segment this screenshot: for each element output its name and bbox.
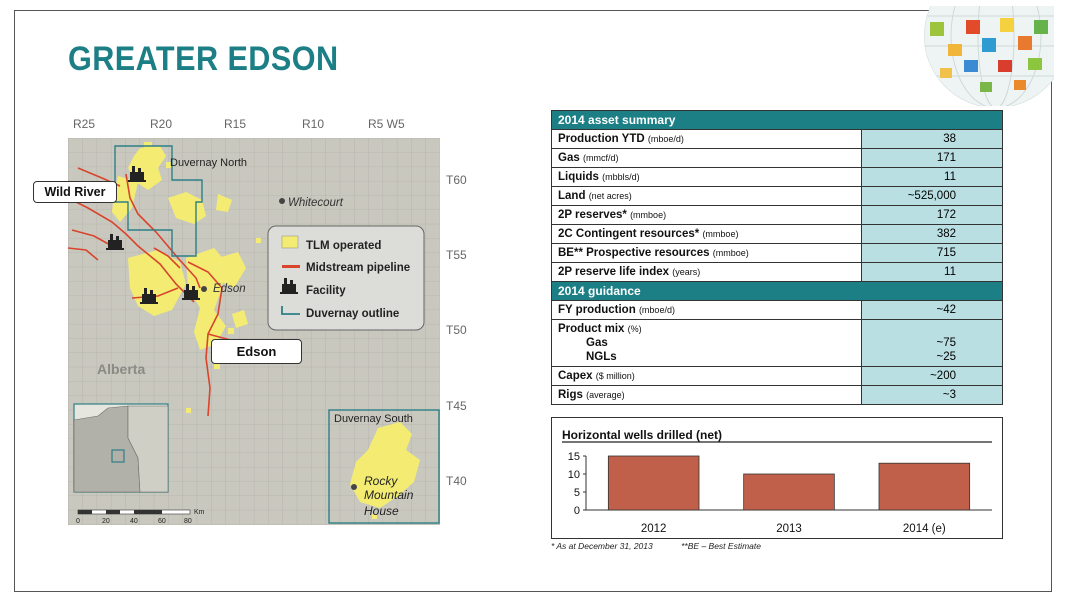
legend-label: Duvernay outline — [306, 308, 400, 320]
row-label: Production YTD — [558, 133, 645, 145]
alberta-label: Alberta — [97, 361, 146, 377]
row-value: ~525,000 — [862, 187, 1003, 206]
row-value: ~42 — [862, 301, 1003, 320]
row-label: Capex — [558, 370, 593, 382]
scale-tick: 20 — [102, 518, 110, 525]
row-unit: (mmcf/d) — [582, 153, 619, 163]
row-unit: (mbbls/d) — [602, 172, 640, 182]
table-row — [552, 130, 1003, 149]
rocky-mountain-house-label: Mountain — [364, 488, 414, 502]
scale-unit: Km — [194, 509, 205, 516]
row-unit: (mboe/d) — [638, 305, 675, 315]
wells-bar-chart — [552, 418, 1002, 538]
inset-locator-map — [74, 404, 168, 492]
mix-gas-label: Gas — [586, 337, 608, 349]
greater-edson-map — [68, 138, 440, 525]
mix-ngl-label: NGLs — [586, 351, 617, 363]
table-row — [552, 244, 1003, 263]
mix-ngl-value: ~25 — [936, 351, 956, 363]
y-tick-label: 10 — [567, 469, 580, 481]
table-row — [552, 301, 1003, 320]
row-value: 382 — [862, 225, 1003, 244]
map-legend — [268, 226, 424, 330]
whitecourt-dot — [279, 198, 285, 204]
table-row — [552, 149, 1003, 168]
range-label: R20 — [150, 117, 173, 131]
page-title: GREATER EDSON — [68, 40, 339, 78]
legend-label: Midstream pipeline — [306, 262, 411, 274]
whitecourt-label: Whitecourt — [288, 197, 343, 209]
row-label: Gas — [558, 152, 580, 164]
row-value: 38 — [862, 130, 1003, 149]
table-row — [552, 206, 1003, 225]
table-row — [552, 367, 1003, 386]
row-label: 2C Contingent resources* — [558, 228, 700, 240]
row-label: Product mix — [558, 323, 625, 335]
row-label: FY production — [558, 304, 636, 316]
row-label: 2P reserve life index — [558, 266, 670, 278]
edson-callout — [211, 339, 302, 364]
row-unit: (%) — [627, 324, 642, 334]
edson-dot — [201, 286, 207, 292]
table-row — [552, 187, 1003, 206]
duvernay-north-label: Duvernay North — [170, 157, 248, 169]
row-value: 715 — [862, 244, 1003, 263]
table-row — [552, 225, 1003, 244]
footnote-be: **BE – Best Estimate — [681, 541, 761, 551]
row-value: ~200 — [862, 367, 1003, 386]
range-label: R25 — [73, 117, 96, 131]
row-unit: ($ million) — [595, 371, 635, 381]
row-unit: (mboe/d) — [647, 134, 684, 144]
row-unit: (mmboe) — [712, 248, 749, 258]
row-label: Land — [558, 190, 586, 202]
scale-tick: 0 — [76, 518, 80, 525]
footnote-asat: * As at December 31, 2013 — [551, 541, 653, 551]
table-header: 2014 guidance — [552, 282, 1003, 301]
y-tick-label: 15 — [567, 451, 580, 463]
globe-logo-icon — [918, 6, 1054, 106]
bar — [879, 463, 970, 510]
row-value: 171 — [862, 149, 1003, 168]
wells-chart-panel — [551, 417, 1003, 539]
x-tick-label: 2013 — [776, 523, 802, 535]
rocky-mountain-house-label: House — [364, 504, 399, 518]
legend-label: TLM operated — [306, 240, 382, 252]
row-value: ~3 — [862, 386, 1003, 405]
edson-town-label: Edson — [213, 283, 246, 295]
range-label: R10 — [302, 117, 325, 131]
row-value: 11 — [862, 168, 1003, 187]
wild-river-label: Wild River — [44, 185, 106, 199]
township-label: T50 — [446, 323, 467, 337]
edson-callout-label: Edson — [236, 344, 277, 359]
township-label: T45 — [446, 399, 467, 413]
township-label: T55 — [446, 248, 467, 262]
table-row — [552, 320, 1003, 367]
chart-title: Horizontal wells drilled (net) — [562, 428, 723, 442]
row-label: Rigs — [558, 389, 583, 401]
row-label: 2P reserves* — [558, 209, 627, 221]
y-tick-label: 0 — [573, 505, 580, 517]
mix-gas-value: ~75 — [936, 337, 956, 349]
bar — [744, 474, 835, 510]
rocky-mountain-house-dot — [351, 484, 357, 490]
legend-label: Facility — [306, 285, 346, 297]
row-unit: (mmboe) — [702, 229, 739, 239]
bar — [608, 456, 699, 510]
asset-summary-table — [551, 110, 1003, 405]
row-unit: (years) — [672, 267, 701, 277]
duvernay-south-label: Duvernay South — [334, 413, 413, 425]
x-tick-label: 2014 (e) — [902, 523, 946, 535]
rocky-mountain-house-label: Rocky — [364, 474, 398, 488]
range-label: R15 — [224, 117, 247, 131]
table-row — [552, 386, 1003, 405]
township-label: T40 — [446, 474, 467, 488]
scale-tick: 60 — [158, 518, 166, 525]
row-value: 11 — [862, 263, 1003, 282]
footnotes — [551, 541, 787, 551]
row-value: 172 — [862, 206, 1003, 225]
range-label: R5 W5 — [368, 117, 405, 131]
table-header: 2014 asset summary — [552, 111, 1003, 130]
row-label: Liquids — [558, 171, 599, 183]
scale-tick: 80 — [184, 518, 192, 525]
township-label: T60 — [446, 173, 467, 187]
y-tick-label: 5 — [573, 487, 580, 499]
row-unit: (mmboe) — [630, 210, 667, 220]
table-row — [552, 168, 1003, 187]
table-row — [552, 263, 1003, 282]
row-unit: (average) — [586, 390, 625, 400]
x-tick-label: 2012 — [640, 523, 667, 535]
row-label: BE** Prospective resources — [558, 247, 710, 259]
scale-tick: 40 — [130, 518, 138, 525]
wild-river-callout — [33, 181, 117, 203]
row-unit: (net acres) — [588, 191, 632, 201]
